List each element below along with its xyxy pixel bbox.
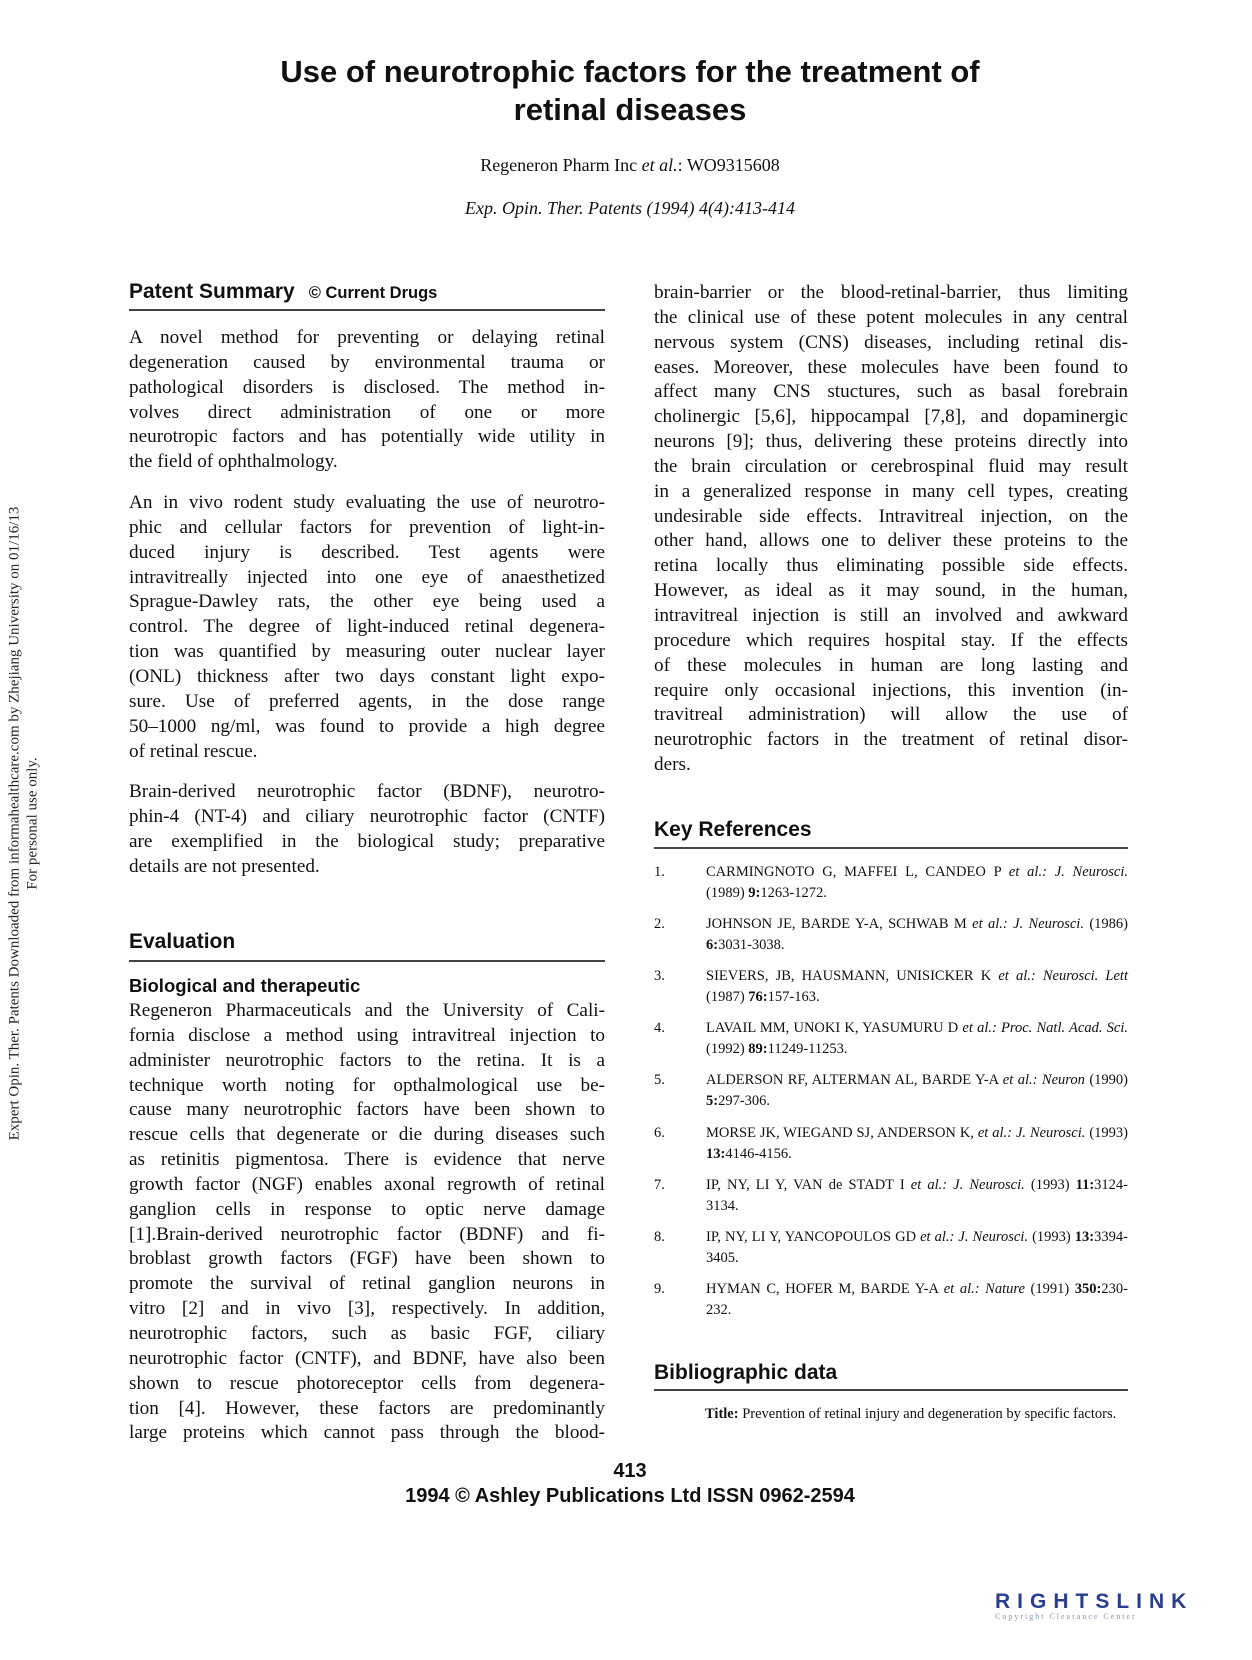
reference-authors: ALDERSON RF, ALTERMAN AL, BARDE Y-A xyxy=(706,1072,1003,1089)
text-line: in a generalized response in many cell types, creating xyxy=(654,480,1128,502)
evaluation-heading: Evaluation xyxy=(129,930,236,953)
text-line: broblast growth factors (FGF) have been shown to xyxy=(129,1248,605,1270)
text-line: undesirable side effects. Intravitreal injection, on the xyxy=(654,505,1128,527)
text-line: of these molecules in human are long lasting and xyxy=(654,654,1128,676)
text-line: phin-4 (NT-4) and ciliary neurotrophic factor (CNTF) xyxy=(129,806,605,828)
evaluation-subheading: Biological and therapeutic xyxy=(129,975,361,996)
reference-journal: : J. Neurosci. xyxy=(942,1176,1025,1193)
text-line: require only occasional injections, this invention (in- xyxy=(654,679,1128,701)
reference-number: 6. xyxy=(654,1124,665,1141)
summary-paragraph xyxy=(129,491,605,764)
title-value: Prevention of retinal injury and degeneration by specific factors. xyxy=(742,1406,1117,1422)
text-line: other hand, allows one to deliver these proteins to the xyxy=(654,530,1128,552)
divider xyxy=(654,847,1128,849)
reference-volume: 13: xyxy=(706,1145,726,1162)
text-line: the brain circulation or cerebrospinal fluid may result xyxy=(654,455,1128,477)
text-line: intravitreally injected into one eye of anaesthetized xyxy=(129,566,605,588)
text-line: An in vivo rodent study evaluating the use of neurotro- xyxy=(129,492,605,514)
reference-volume: 5: xyxy=(706,1093,719,1110)
reference-volume: 11: xyxy=(1075,1176,1095,1193)
text-line: promote the survival of retinal ganglion neurons in xyxy=(129,1273,605,1295)
reference-number: 7. xyxy=(654,1176,665,1193)
text-line: vitro [2] and in vivo [3], respectively. In addition, xyxy=(129,1298,605,1320)
reference-item xyxy=(654,1123,1128,1165)
patent-summary-heading xyxy=(129,280,605,304)
text-line: neurotrophic factors, such as basic FGF, ciliary xyxy=(129,1322,605,1344)
reference-year: (1986) xyxy=(1083,916,1128,933)
reference-journal: : Proc. Natl. Acad. Sci. xyxy=(992,1020,1129,1037)
reference-volume: 13: xyxy=(1074,1228,1095,1245)
et-al: et al. xyxy=(641,155,678,175)
article-title-line-1: Use of neurotrophic factors for the treatment of xyxy=(280,54,980,89)
reference-journal: : Neurosci. Lett xyxy=(1030,968,1128,985)
text-line: administer neurotrophic factors to the retina. It is a xyxy=(129,1049,605,1071)
text-line: (ONL) thickness after two days constant light expo- xyxy=(129,665,605,687)
text-line: intravitreal injection is still an involved and awkward xyxy=(654,604,1128,626)
reference-authors: IP, NY, LI Y, VAN de STADT I xyxy=(706,1176,911,1193)
text-line: duced injury is described. Test agents were xyxy=(129,541,605,563)
reference-authors: SIEVERS, JB, HAUSMANN, UNISICKER K xyxy=(706,968,999,985)
summary-paragraph xyxy=(129,326,605,475)
reference-authors: LAVAIL MM, UNOKI K, YASUMURU D xyxy=(706,1020,963,1037)
text-line: neurotrophic factors in the treatment of retinal disor- xyxy=(654,729,1128,751)
text-line: rescue cells that degenerate or die during diseases such xyxy=(129,1124,605,1146)
text-line: tion was quantified by measuring outer nuclear layer xyxy=(129,641,605,663)
reference-pages: 3124-3134. xyxy=(706,1176,1128,1214)
rightslink-tagline: Copyright Clearance Center xyxy=(995,1612,1137,1621)
text-line: as retinitis pigmentosa. There is evidence that nerve xyxy=(129,1149,605,1171)
text-line: retina locally thus eliminating possible side effects. xyxy=(654,555,1128,577)
reference-journal: : J. Neurosci. xyxy=(1007,1124,1086,1141)
reference-pages: 11249-11253. xyxy=(767,1041,848,1058)
reference-number: 2. xyxy=(654,916,665,933)
assignee-name: Regeneron Pharm Inc xyxy=(480,155,638,175)
text-line: phic and cellular factors for prevention of light-in- xyxy=(129,516,605,538)
text-line: neurotrophic factor (CNTF), and BDNF, have also been xyxy=(129,1347,605,1369)
text-line: A novel method for preventing or delaying retinal xyxy=(129,327,605,348)
reference-etal: et al. xyxy=(943,1280,975,1297)
text-line: details are not presented. xyxy=(129,855,320,877)
reference-pages: 3031-3038. xyxy=(718,937,785,954)
text-line: volves direct administration of one or more xyxy=(129,401,605,423)
reference-journal: : J. Neurosci. xyxy=(1002,916,1084,933)
reference-item xyxy=(654,1070,1128,1112)
text-line: nervous system (CNS) diseases, including retinal dis- xyxy=(654,331,1128,353)
reference-journal: : J. Neurosci. xyxy=(1042,864,1128,880)
summary-source: © Current Drugs xyxy=(308,284,438,302)
text-line: shown to rescue photoreceptor cells from degenera- xyxy=(129,1372,605,1394)
text-line: neurotropic factors and has potentially wide utility in xyxy=(129,426,605,448)
reference-year: (1992) xyxy=(706,1041,749,1058)
text-line: fornia disclose a method using intravitreal injection to xyxy=(129,1024,605,1046)
personal-use-note: For personal use only. xyxy=(24,757,41,890)
text-line: travitreal administration) will allow the use of xyxy=(654,704,1128,726)
text-line: [1].Brain-derived neurotrophic factor (BDNF) and fi- xyxy=(129,1223,605,1245)
reference-year: (1987) xyxy=(706,989,749,1006)
text-line: cause many neurotrophic factors have been shown to xyxy=(129,1099,605,1121)
text-line: large proteins which cannot pass through the blood- xyxy=(129,1422,605,1444)
reference-item xyxy=(654,1018,1128,1060)
patent-number: : WO9315608 xyxy=(677,155,780,175)
reference-authors: IP, NY, LI Y, YANCOPOULOS GD xyxy=(706,1228,921,1245)
reference-year: (1991) xyxy=(1024,1280,1075,1297)
reference-authors: HYMAN C, HOFER M, BARDE Y-A xyxy=(706,1280,944,1297)
text-line: However, as ideal as it may sound, in the human, xyxy=(654,580,1128,602)
text-line: Sprague-Dawley rats, the other eye being used a xyxy=(129,591,605,613)
summary-paragraph xyxy=(129,780,605,879)
reference-number: 3. xyxy=(654,968,665,985)
reference-pages: 4146-4156. xyxy=(725,1145,792,1162)
text-line: the clinical use of these potent molecules in any central xyxy=(654,306,1128,328)
reference-item xyxy=(654,966,1128,1008)
reference-etal: et al. xyxy=(962,1020,992,1037)
reference-volume: 9: xyxy=(748,885,761,901)
journal-citation: Exp. Opin. Ther. Patents (1994) 4(4):413-414 xyxy=(465,198,795,218)
rightslink-logo[interactable] xyxy=(995,1590,1230,1621)
text-line: are exemplified in the biological study; preparative xyxy=(129,831,605,853)
reference-etal: et al. xyxy=(920,1228,950,1245)
text-line: brain-barrier or the blood-retinal-barrier, thus limiting xyxy=(654,282,1128,303)
text-line: Regeneron Pharmaceuticals and the University of Cali- xyxy=(129,1000,605,1021)
reference-number: 1. xyxy=(654,864,665,880)
reference-year: (1993) xyxy=(1024,1176,1076,1193)
patent-summary-body xyxy=(129,326,605,896)
text-line: neurons [9]; thus, delivering these proteins directly into xyxy=(654,431,1128,453)
reference-year: (1990) xyxy=(1084,1072,1128,1089)
download-note: Expert Opin. Ther. Patents Downloaded from informahealthcare.com by Zhejiang University on 01/16/13 xyxy=(6,506,23,1141)
page-number: 413 xyxy=(613,1460,647,1482)
text-line: 50–1000 ng/ml, was found to provide a high degree xyxy=(129,715,605,737)
reference-year: (1989) xyxy=(706,885,749,901)
reference-etal: et al. xyxy=(1008,864,1043,880)
reference-pages: 297-306. xyxy=(718,1093,771,1110)
reference-etal: et al. xyxy=(910,1176,943,1193)
bibliographic-title xyxy=(705,1404,1128,1424)
text-line: procedure which requires hospital stay. If the effects xyxy=(654,629,1128,651)
copyright-line: 1994 © Ashley Publications Ltd ISSN 0962-2594 xyxy=(405,1485,855,1507)
text-line: cholinergic [5,6], hippocampal [7,8], and dopaminergic xyxy=(654,406,1128,428)
reference-year: (1993) xyxy=(1028,1228,1075,1245)
patent-summary-title: Patent Summary xyxy=(129,280,295,303)
divider xyxy=(129,960,605,962)
divider xyxy=(129,309,605,311)
text-line: ders. xyxy=(654,754,691,776)
reference-volume: 350: xyxy=(1074,1280,1102,1297)
reference-number: 9. xyxy=(654,1280,665,1297)
reference-pages: 230-232. xyxy=(706,1280,1128,1318)
text-line: of retinal rescue. xyxy=(129,740,258,762)
reference-journal: : Nature xyxy=(974,1280,1025,1297)
reference-authors: MORSE JK, WIEGAND SJ, ANDERSON K, xyxy=(706,1124,978,1141)
text-line: growth factor (NGF) enables axonal regrowth of retinal xyxy=(129,1173,605,1195)
divider xyxy=(654,1389,1128,1391)
reference-pages: 3394-3405. xyxy=(706,1228,1128,1266)
reference-etal: et al. xyxy=(977,1124,1008,1141)
text-line: sure. Use of preferred agents, in the dose range xyxy=(129,690,605,712)
reference-number: 8. xyxy=(654,1228,665,1245)
reference-item xyxy=(654,914,1128,956)
text-line: Brain-derived neurotrophic factor (BDNF), neurotro- xyxy=(129,781,605,803)
reference-pages: 157-163. xyxy=(767,989,820,1006)
text-line: pathological disorders is disclosed. The method in- xyxy=(129,376,605,398)
evaluation-body-continued xyxy=(654,281,1128,778)
article-title-line-2: retinal diseases xyxy=(513,92,747,127)
key-references-heading: Key References xyxy=(654,818,812,841)
reference-authors: JOHNSON JE, BARDE Y-A, SCHWAB M xyxy=(706,916,973,933)
reference-pages: 1263-1272. xyxy=(760,885,827,901)
rightslink-text: RIGHTSLINK xyxy=(995,1590,1194,1613)
reference-etal: et al. xyxy=(1002,1072,1033,1089)
title-label: Title: xyxy=(705,1406,739,1422)
reference-etal: et al. xyxy=(998,968,1031,985)
text-line: tion [4]. However, these factors are predominantly xyxy=(129,1397,605,1419)
bibliographic-heading: Bibliographic data xyxy=(654,1361,838,1384)
reference-etal: et al. xyxy=(972,916,1003,933)
text-line: degeneration caused by environmental trauma or xyxy=(129,351,605,373)
reference-volume: 6: xyxy=(706,937,719,954)
reference-item xyxy=(654,1227,1128,1269)
text-line: ganglion cells in response to optic nerve damage xyxy=(129,1198,605,1220)
text-line: eases. Moreover, these molecules have been found to xyxy=(654,356,1128,378)
evaluation-body xyxy=(129,999,605,1446)
reference-item xyxy=(654,862,1128,904)
reference-number: 5. xyxy=(654,1072,665,1089)
reference-item xyxy=(654,1175,1128,1217)
reference-item xyxy=(654,1279,1128,1321)
text-line: affect many CNS stuctures, such as basal forebrain xyxy=(654,381,1128,403)
reference-year: (1993) xyxy=(1085,1124,1128,1141)
patent-assignee xyxy=(0,155,1252,176)
text-line: control. The degree of light-induced retinal degenera- xyxy=(129,616,605,638)
reference-volume: 76: xyxy=(748,989,768,1006)
reference-authors: CARMINGNOTO G, MAFFEI L, CANDEO P xyxy=(706,864,1009,880)
reference-journal: : Neuron xyxy=(1032,1072,1085,1089)
reference-number: 4. xyxy=(654,1020,665,1037)
reference-journal: : J. Neurosci. xyxy=(949,1228,1029,1245)
reference-volume: 89: xyxy=(748,1041,768,1058)
text-line: technique worth noting for opthalmological use be- xyxy=(129,1074,605,1096)
text-line: the field of ophthalmology. xyxy=(129,451,338,473)
